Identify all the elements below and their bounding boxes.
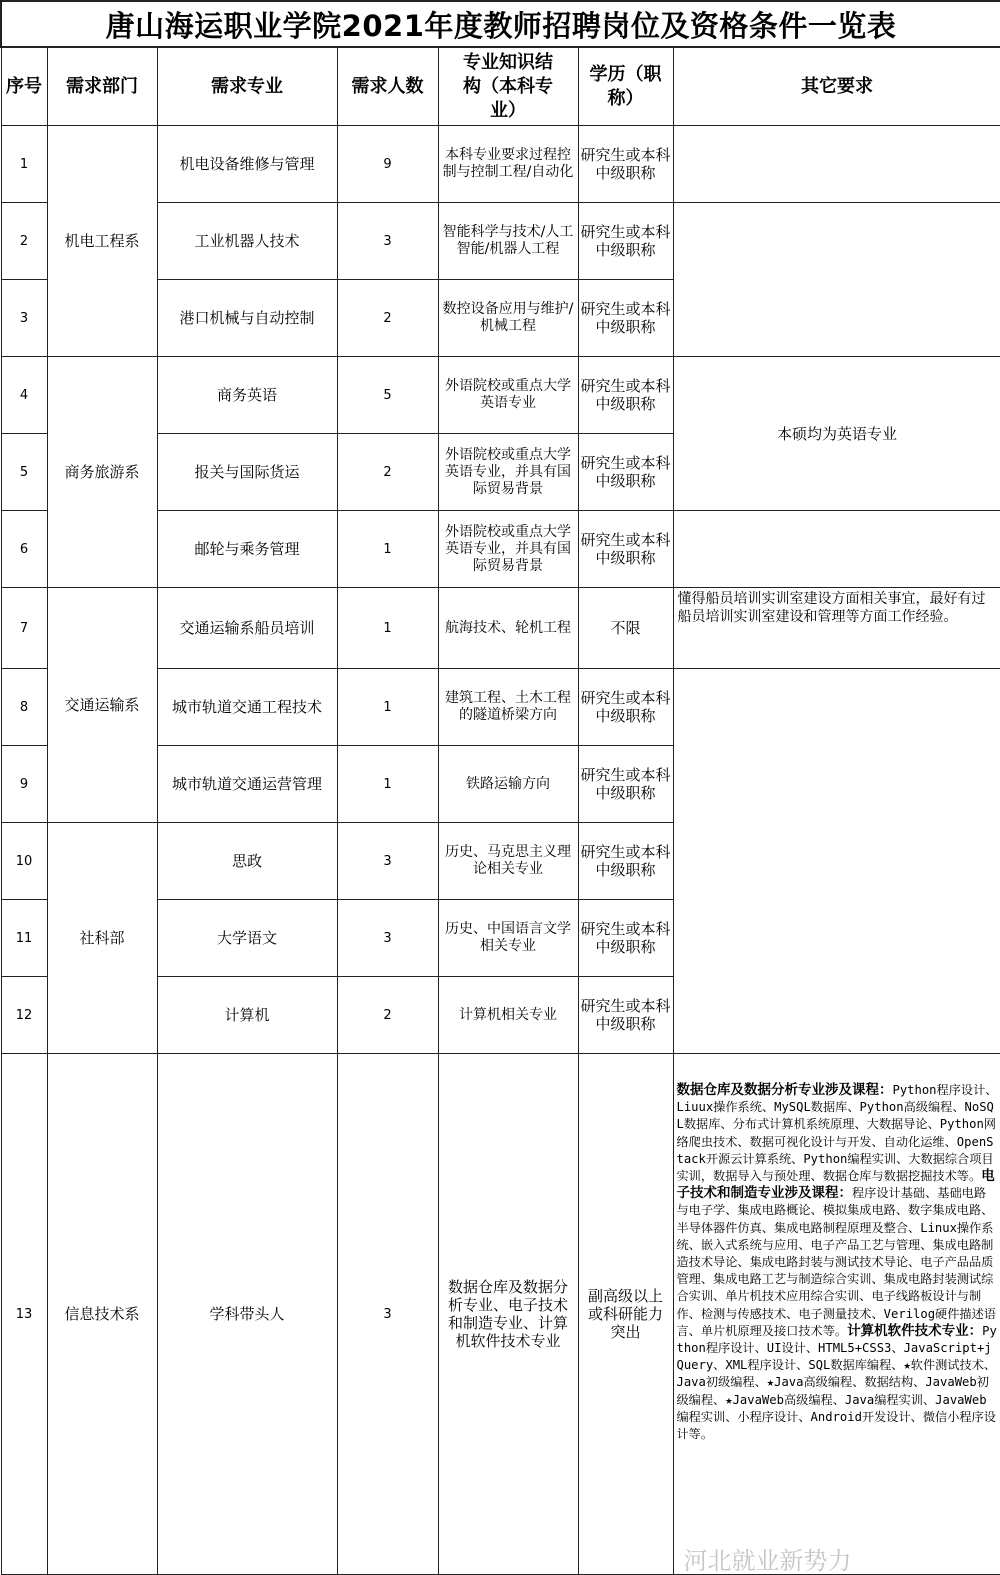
knowledge-cell: 智能科学与技术/人工智能/机器人工程 xyxy=(438,203,578,280)
education-cell: 研究生或本科中级职称 xyxy=(578,126,673,203)
count-cell: 1 xyxy=(337,588,438,669)
knowledge-cell: 本科专业要求过程控制与控制工程/自动化 xyxy=(438,126,578,203)
major-cell: 工业机器人技术 xyxy=(157,203,337,280)
major-cell: 机电设备维修与管理 xyxy=(157,126,337,203)
course-list-electronics: 程序设计基础、基础电路与电子学、集成电路概论、模拟集成电路、数字集成电路、半导体器件仿真、集成电路制程原理及整合、Linux操作系统、嵌入式系统与应用、电子产品工艺与管理、集成电路制造技术导论、集成电路封装与测试技术导论、电子产品品质管理、集成电路工艺与制造综合实训、集成电路封装测试综合实训、单片机技术应用综合实训、电子线路板设计与制作、检测与传感技术、电子测量技术、Verilog硬件描述语言、单片机原理及接口技术等。 xyxy=(676,1186,996,1338)
seq-cell: 9 xyxy=(1,746,47,823)
education-cell: 研究生或本科中级职称 xyxy=(578,203,673,280)
table-row xyxy=(1,588,1000,669)
knowledge-cell: 历史、中国语言文学相关专业 xyxy=(438,900,578,977)
seq-cell: 1 xyxy=(1,126,47,203)
dept-cell: 信息技术系 xyxy=(47,1054,157,1575)
knowledge-cell: 外语院校或重点大学英语专业 xyxy=(438,357,578,434)
watermark: 河北就业新势力 xyxy=(683,1546,852,1575)
education-cell: 研究生或本科中级职称 xyxy=(578,977,673,1054)
education-cell: 研究生或本科中级职称 xyxy=(578,280,673,357)
seq-cell: 7 xyxy=(1,588,47,669)
course-heading-data: 数据仓库及数据分析专业涉及课程： xyxy=(676,1082,893,1098)
count-cell: 3 xyxy=(337,203,438,280)
major-cell: 交通运输系船员培训 xyxy=(157,588,337,669)
knowledge-cell: 数控设备应用与维护/机械工程 xyxy=(438,280,578,357)
seq-cell: 11 xyxy=(1,900,47,977)
knowledge-cell: 计算机相关专业 xyxy=(438,977,578,1054)
education-cell: 研究生或本科中级职称 xyxy=(578,511,673,588)
knowledge-cell: 航海技术、轮机工程 xyxy=(438,588,578,669)
count-cell: 3 xyxy=(337,1054,438,1575)
count-cell: 9 xyxy=(337,126,438,203)
major-cell: 思政 xyxy=(157,823,337,900)
col-header-education: 学历（职称） xyxy=(578,47,673,126)
count-cell: 1 xyxy=(337,511,438,588)
count-cell: 1 xyxy=(337,669,438,746)
major-cell: 大学语文 xyxy=(157,900,337,977)
education-cell: 研究生或本科中级职称 xyxy=(578,357,673,434)
table-row xyxy=(1,126,1000,203)
major-cell: 城市轨道交通工程技术 xyxy=(157,669,337,746)
education-cell: 研究生或本科中级职称 xyxy=(578,823,673,900)
count-cell: 2 xyxy=(337,280,438,357)
other-cell: 本硕均为英语专业 xyxy=(673,357,1000,511)
seq-cell: 4 xyxy=(1,357,47,434)
dept-cell: 商务旅游系 xyxy=(47,357,157,588)
major-cell: 港口机械与自动控制 xyxy=(157,280,337,357)
other-cell xyxy=(673,126,1000,203)
count-cell: 3 xyxy=(337,823,438,900)
col-header-count: 需求人数 xyxy=(337,47,438,126)
course-heading-software: 计算机软件技术专业： xyxy=(847,1322,983,1339)
course-list-data: Python程序设计、Liuux操作系统、MySQL数据库、Python高级编程、NoSQL数据库、分布式计算机系统原理、大数据导论、Python网络爬虫技术、数据可视化设计与开发、自动化运维、OpenStack开源云计算系统、Python编程实训、大数据综合项目实训，数据导入与预处理、数据仓库与数据挖掘技术等。 xyxy=(676,1083,998,1184)
header-row xyxy=(1,47,1000,126)
count-cell: 1 xyxy=(337,746,438,823)
other-cell xyxy=(673,203,1000,357)
knowledge-cell: 外语院校或重点大学英语专业，并具有国际贸易背景 xyxy=(438,511,578,588)
major-cell: 商务英语 xyxy=(157,357,337,434)
knowledge-cell: 外语院校或重点大学英语专业，并具有国际贸易背景 xyxy=(438,434,578,511)
knowledge-cell: 铁路运输方向 xyxy=(438,746,578,823)
count-cell: 3 xyxy=(337,900,438,977)
table-row xyxy=(1,357,1000,434)
knowledge-cell: 数据仓库及数据分析专业、电子技术和制造专业、计算机软件技术专业 xyxy=(438,1054,578,1575)
education-cell: 研究生或本科中级职称 xyxy=(578,900,673,977)
education-cell: 研究生或本科中级职称 xyxy=(578,669,673,746)
other-cell xyxy=(673,1054,1000,1575)
major-cell: 城市轨道交通运营管理 xyxy=(157,746,337,823)
col-header-other: 其它要求 xyxy=(673,47,1000,126)
seq-cell: 8 xyxy=(1,669,47,746)
seq-cell: 10 xyxy=(1,823,47,900)
count-cell: 2 xyxy=(337,434,438,511)
knowledge-cell: 建筑工程、土木工程的隧道桥梁方向 xyxy=(438,669,578,746)
other-cell xyxy=(673,511,1000,588)
count-cell: 5 xyxy=(337,357,438,434)
col-header-knowledge: 专业知识结构（本科专业） xyxy=(438,47,578,126)
seq-cell: 3 xyxy=(1,280,47,357)
seq-cell: 13 xyxy=(1,1054,47,1575)
count-cell: 2 xyxy=(337,977,438,1054)
seq-cell: 5 xyxy=(1,434,47,511)
major-cell: 学科带头人 xyxy=(157,1054,337,1575)
col-header-major: 需求专业 xyxy=(157,47,337,126)
dept-cell: 交通运输系 xyxy=(47,588,157,823)
dept-cell: 社科部 xyxy=(47,823,157,1054)
seq-cell: 12 xyxy=(1,977,47,1054)
col-header-seq: 序号 xyxy=(1,47,47,126)
knowledge-cell: 历史、马克思主义理论相关专业 xyxy=(438,823,578,900)
course-heading-electronics: 电子技术和制造专业涉及课程： xyxy=(676,1168,995,1202)
major-cell: 计算机 xyxy=(157,977,337,1054)
major-cell: 报关与国际货运 xyxy=(157,434,337,511)
education-cell: 研究生或本科中级职称 xyxy=(578,746,673,823)
seq-cell: 6 xyxy=(1,511,47,588)
other-cell: 懂得船员培训实训室建设方面相关事宜，最好有过船员培训实训室建设和管理等方面工作经验。 xyxy=(673,588,1000,669)
seq-cell: 2 xyxy=(1,203,47,280)
major-cell: 邮轮与乘务管理 xyxy=(157,511,337,588)
col-header-dept: 需求部门 xyxy=(47,47,157,126)
education-cell: 副高级以上或科研能力突出 xyxy=(578,1054,673,1575)
page-title: 唐山海运职业学院2021年度教师招聘岗位及资格条件一览表 xyxy=(1,1,1000,47)
dept-cell: 机电工程系 xyxy=(47,126,157,357)
other-cell xyxy=(673,669,1000,1054)
course-list-software: Python程序设计、UI设计、HTML5+CSS3、JavaScript+jQuery、XML程序设计、SQL数据库编程、★软件测试技术、Java初级编程、★Java高级编程、数据结构、JavaWeb初级编程、★JavaWeb高级编程、Java编程实训、JavaWeb编程实训、小程序设计、Android开发设计、微信小程序设计等。 xyxy=(676,1323,997,1442)
education-cell: 不限 xyxy=(578,588,673,669)
table-row xyxy=(1,1054,1000,1575)
education-cell: 研究生或本科中级职称 xyxy=(578,434,673,511)
